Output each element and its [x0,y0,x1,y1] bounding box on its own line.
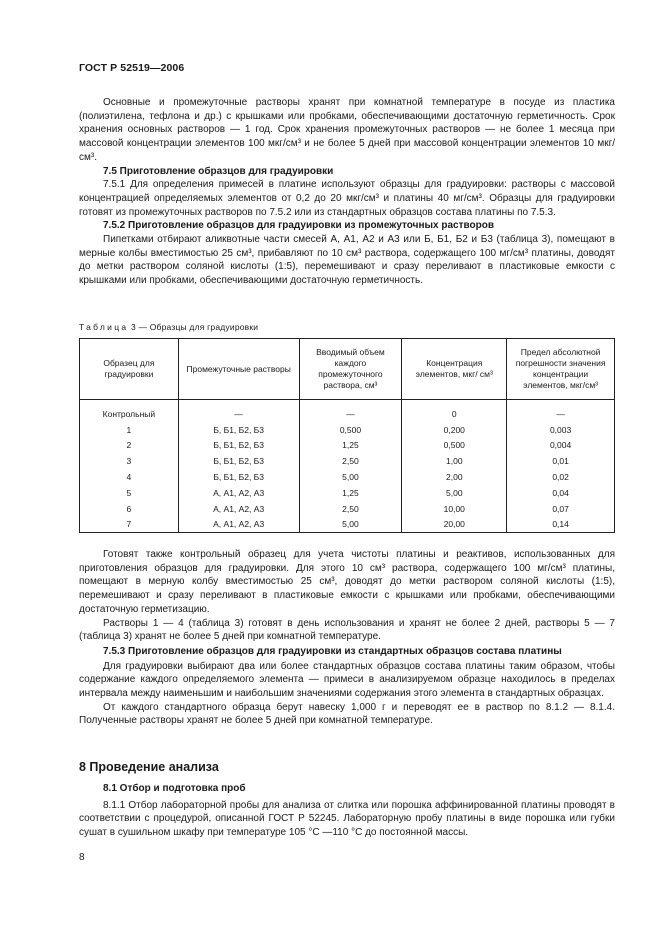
table-cell: 0 [402,406,507,422]
document-header: ГОСТ Р 52519—2006 [79,62,185,74]
table-cell: 7 [80,517,179,533]
table-cell: 5,00 [299,517,402,533]
section-top [79,96,615,288]
table-cell: 10,00 [402,501,507,517]
table-cell: Б, Б1, Б2, Б3 [178,422,299,438]
table-cell: А, А1, А2, А3 [178,501,299,517]
table-cell: 0,004 [507,438,615,454]
calibration-samples-table [79,338,615,533]
table-cell: 20,00 [402,517,507,533]
table-cell: 0,500 [299,422,402,438]
table-cell: 1,25 [299,485,402,501]
table-cell: Б, Б1, Б2, Б3 [178,469,299,485]
column-header: Образец для градуировки [80,339,179,400]
paragraph-7-5-2: Пипетками отбирают аликвотные части смесей А, А1, А2 и А3 или Б, Б1, Б2 и Б3 (таблица 3), помещают в мерные колбы вместимостью 25 см³, прибавляют по 10 см³ раствора, содержащего 100 мг/см³ платины, доводят до метки раствором соляной кислоты (1:5), перемешивают и сразу переливают в пластиковые емкости с крышками или пробками, обеспечивающими достаточную герметичность. [79,234,615,287]
table-row [80,453,615,469]
table-cell: 2,50 [299,453,402,469]
table-cell: 0,003 [507,422,615,438]
table-cell: 3 [80,453,179,469]
table-caption-word: Таблица [79,322,129,332]
table-cell: 5 [80,485,179,501]
table-row [80,485,615,501]
heading-8-1: 8.1 Отбор и подготовка проб [103,783,246,794]
table-cell: 0,200 [402,422,507,438]
section-after-table [79,548,615,728]
table-cell: — [299,406,402,422]
table-cell: 1 [80,422,179,438]
table-row [80,438,615,454]
table-header-row [80,339,615,400]
table-cell: 1,00 [402,453,507,469]
column-header: Промежуточные растворы [178,339,299,400]
table-cell: 2,00 [402,469,507,485]
paragraph-control-sample: Готовят также контрольный образец для учета чистоты платины и реактивов, использованных для приготовления образцов для градуировки. Для этого 10 см³ раствора, содержащего 100 мг/см³ платины, помещают в мерную колбу вместимостью 25 см³, доводят до метки раствором соляной кислоты (1:5), перемешивают и сразу переливают в пластиковые емкости с крышками или пробками, обеспечивающими достаточную герметизацию. [79,549,615,615]
table-cell: 5,00 [402,485,507,501]
table-caption [79,322,258,332]
table-cell: А, А1, А2, А3 [178,517,299,533]
heading-7-5-3: 7.5.3 Приготовление образцов для градуировки из стандартных образцов состава платины [103,645,562,657]
table-cell: 1,25 [299,438,402,454]
table-cell: 6 [80,501,179,517]
page-number: 8 [79,852,85,863]
table-cell: 0,14 [507,517,615,533]
heading-8: 8 Проведение анализа [79,760,219,774]
table-cell: А, А1, А2, А3 [178,485,299,501]
column-header: Вводимый объем каждого промежуточного раствора, см³ [299,339,402,400]
table-row [80,422,615,438]
table-cell: Контрольный [80,406,179,422]
heading-7-5: 7.5 Приготовление образцов для градуировки [103,165,334,177]
table-cell: — [178,406,299,422]
table-cell: — [507,406,615,422]
section-8-body [79,782,615,840]
table-cell: 2,50 [299,501,402,517]
table-cell: 2 [80,438,179,454]
table-cell: Б, Б1, Б2, Б3 [178,453,299,469]
paragraph-8-1-1: 8.1.1 Отбор лабораторной пробы для анализа от слитка или порошка аффинированной платины проводят в соответствии с процедурой, описанной ГОСТ Р 52245. Лабораторную пробу платины в виде порошка или губки сушат в сушильном шкафу при температуре 105 °С —110 °С до постоянной массы. [79,799,615,839]
paragraph-sample-weight: От каждого стандартного образца берут навеску 1,000 г и переводят ее в раствор по 8.1.2 — 8.1.4. Полученные растворы хранят не более 5 дней при комнатной температуре. [79,701,615,727]
table-cell: 0,02 [507,469,615,485]
table-cell: 4 [80,469,179,485]
paragraph-storage-solutions: Растворы 1 — 4 (таблица 3) готовят в день использования и хранят не более 2 дней, растворы 5 — 7 (таблица 3) хранят не более 5 дней при комнатной температуре. [79,617,615,643]
column-header: Концентрация элементов, мкг/ см³ [402,339,507,400]
table-caption-text: 3 — Образцы для градуировки [131,322,259,332]
table-cell: Б, Б1, Б2, Б3 [178,438,299,454]
table-cell: 0,500 [402,438,507,454]
table-row [80,469,615,485]
paragraph-7-5-3: Для градуировки выбирают два или более стандартных образцов состава платины таким образом, чтобы содержание каждого определяемого элемента — примеси в анализируемом образце находилось в пределах интервала между наименьшим и наибольшим значениями содержания этого элемента в стандартных образцах. [79,660,615,700]
paragraph-7-5-1: 7.5.1 Для определения примесей в платине используют образцы для градуировки: растворы с массовой концентрацией определяемых элементов от 0,2 до 20 мкг/см³ и платины 40 мг/см³. Образцы для градуировки готовят из промежуточных растворов по 7.5.2 или из стандартных образцов состава платины по 7.5.3. [79,179,615,218]
table-cell: 0,01 [507,453,615,469]
table-row [80,517,615,533]
table-cell: 0,04 [507,485,615,501]
table-row [80,501,615,517]
heading-7-5-2: 7.5.2 Приготовление образцов для градуировки из промежуточных растворов [103,220,494,232]
column-header: Предел абсолютной погрешности значения концентрации элементов, мкг/см³ [507,339,615,400]
paragraph-storage: Основные и промежуточные растворы хранят при комнатной температуре в посуде из пластика (полиэтилена, тефлона и др.) с крышками или пробками, обеспечивающими достаточную герметичность. Срок хранения основных растворов — 1 год. Срок хранения промежуточных растворов — не более 1 месяца при массовой концентрации элементов 100 мкг/см³ и не более 5 дней при массовой концентрации элементов 10 мкг/см³. [79,97,615,163]
table-cell: 0,07 [507,501,615,517]
table-cell: 5,00 [299,469,402,485]
table-row [80,406,615,422]
